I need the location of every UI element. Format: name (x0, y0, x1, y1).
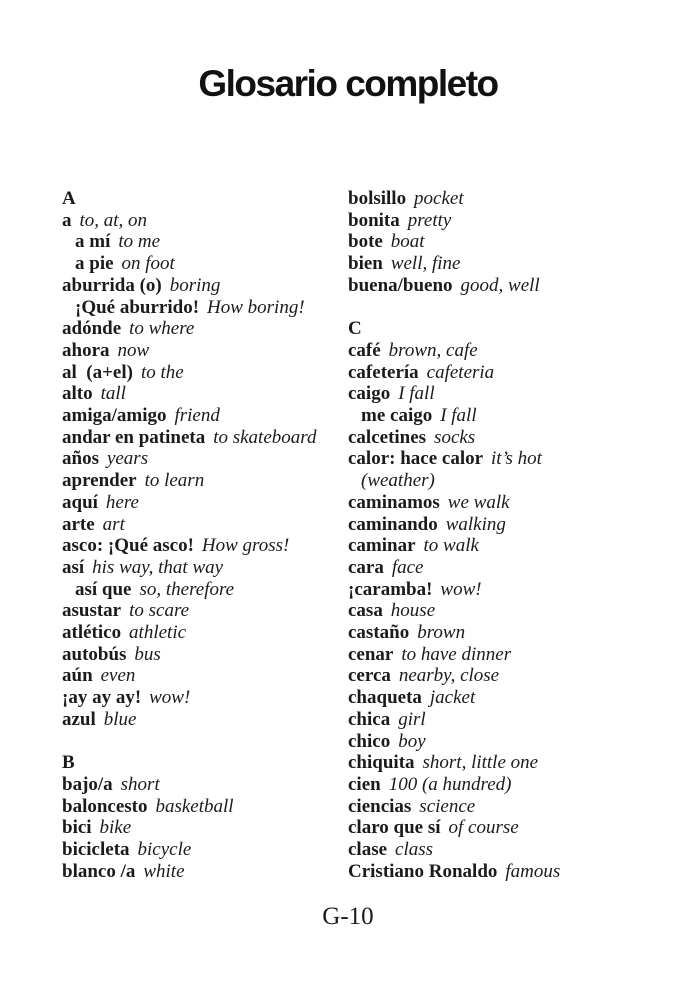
glossary-entry (62, 622, 348, 644)
entry-term: bici (62, 817, 92, 839)
entry-definition: famous (505, 860, 561, 882)
definition-continuation (348, 470, 678, 492)
glossary-entry (62, 535, 348, 557)
glossary-entry (348, 774, 678, 796)
entry-term: cenar (348, 643, 394, 665)
entry-definition: now (117, 339, 150, 361)
entry-term: asustar (62, 600, 122, 622)
entry-definition: good, well (460, 274, 540, 296)
glossary-entry (62, 470, 348, 492)
glossary-entry (62, 774, 348, 796)
entry-definition: here (105, 491, 139, 513)
entry-definition: brown (417, 622, 466, 644)
entry-definition: to have dinner (401, 643, 512, 665)
entry-definition: years (106, 448, 149, 470)
entry-definition: wow! (149, 687, 191, 709)
glossary-entry (62, 383, 348, 405)
entry-term: caigo (348, 383, 391, 405)
glossary-entry (62, 839, 348, 861)
glossary-entry (62, 318, 348, 340)
entry-term: a (62, 209, 72, 231)
entry-definition: (weather) (361, 470, 435, 492)
glossary-entry (348, 427, 678, 449)
entry-term: caminando (348, 513, 438, 535)
entry-definition: we walk (447, 491, 510, 513)
glossary-entry (348, 600, 678, 622)
entry-definition: to the (140, 361, 184, 383)
glossary-entry (348, 362, 678, 384)
glossary-entry (348, 383, 678, 405)
section-header-c (348, 318, 678, 340)
glossary-entry (62, 687, 348, 709)
entry-definition: short, little one (422, 752, 539, 774)
glossary-entry (62, 253, 348, 275)
glossary-entry (348, 448, 678, 470)
glossary-entry (62, 427, 348, 449)
glossary-column-left (62, 188, 348, 882)
page-title: Glosario completo (198, 63, 498, 104)
entry-definition: to skateboard (213, 426, 317, 448)
glossary-entry (62, 644, 348, 666)
glossary-entry (62, 405, 348, 427)
entry-term: cafetería (348, 361, 419, 383)
entry-definition: white (143, 860, 185, 882)
entry-definition: bicycle (137, 839, 192, 861)
entry-definition: well, fine (390, 253, 461, 275)
entry-definition: basketball (155, 795, 234, 817)
entry-definition: pocket (414, 188, 464, 209)
entry-definition: I fall (440, 405, 477, 427)
entry-term: ¡ay ay ay! (62, 687, 142, 709)
entry-term: bolsillo (348, 188, 407, 209)
glossary-entry (348, 275, 678, 297)
glossary-columns (0, 188, 696, 882)
entry-term: me caigo (361, 405, 433, 427)
entry-definition: to me (118, 231, 161, 253)
glossary-entry (348, 752, 678, 774)
glossary-entry (348, 665, 678, 687)
entry-definition: bus (134, 643, 161, 665)
entry-definition: How gross! (201, 535, 290, 557)
glossary-entry (62, 600, 348, 622)
entry-term: autobús (62, 643, 127, 665)
entry-definition: to walk (423, 535, 479, 557)
glossary-entry (62, 210, 348, 232)
glossary-entry (348, 188, 678, 210)
section-header-a (62, 188, 348, 210)
entry-definition: even (100, 665, 136, 687)
glossary-entry (348, 731, 678, 753)
entry-term: ¡Qué aburrido! (75, 296, 200, 318)
glossary-entry (348, 535, 678, 557)
glossary-entry (348, 644, 678, 666)
entry-term: bonita (348, 209, 400, 231)
entry-definition: art (102, 513, 125, 535)
entry-definition: face (391, 556, 424, 578)
glossary-entry (348, 796, 678, 818)
entry-definition: I fall (398, 383, 435, 405)
entry-term: bien (348, 253, 383, 275)
entry-term: castaño (348, 622, 410, 644)
glossary-entry (348, 579, 678, 601)
glossary-entry (62, 796, 348, 818)
glossary-entry (348, 231, 678, 253)
entry-term: arte (62, 513, 95, 535)
glossary-entry (348, 340, 678, 362)
glossary-entry (62, 231, 348, 253)
entry-definition: to where (129, 318, 195, 340)
entry-definition: science (419, 795, 476, 817)
glossary-entry (62, 861, 348, 883)
entry-definition: boring (169, 274, 221, 296)
glossary-entry (348, 405, 678, 427)
entry-definition: his way, that way (92, 556, 224, 578)
entry-term: cerca (348, 665, 391, 687)
entry-term: aún (62, 665, 93, 687)
entry-term: blanco /a (62, 860, 136, 882)
entry-term: a mí (75, 231, 111, 253)
glossary-entry (62, 817, 348, 839)
glossary-column-right (348, 188, 678, 882)
glossary-entry (62, 557, 348, 579)
entry-term: andar en patineta (62, 426, 206, 448)
entry-term: calor: hace calor (348, 448, 484, 470)
entry-term: aprender (62, 470, 137, 492)
section-letter: A (62, 188, 76, 209)
entry-definition: it’s hot (491, 448, 542, 470)
glossary-entry (348, 709, 678, 731)
glossary-entry (348, 839, 678, 861)
entry-term: azul (62, 708, 96, 730)
entry-definition: bike (99, 817, 132, 839)
entry-term: cara (348, 556, 384, 578)
glossary-entry (62, 665, 348, 687)
entry-term: chico (348, 730, 391, 752)
entry-definition: jacket (429, 687, 476, 709)
entry-definition: socks (434, 426, 476, 448)
entry-term: amiga/amigo (62, 405, 167, 427)
entry-term: aquí (62, 491, 98, 513)
entry-term: así que (75, 578, 132, 600)
entry-term: bote (348, 231, 383, 253)
entry-definition: friend (174, 405, 220, 427)
entry-term: Cristiano Ronaldo (348, 860, 498, 882)
entry-term: buena/bueno (348, 274, 453, 296)
glossary-entry (62, 709, 348, 731)
entry-term: así (62, 556, 85, 578)
entry-term: casa (348, 600, 383, 622)
entry-definition: to, at, on (79, 209, 148, 231)
entry-term: atlético (62, 622, 122, 644)
section-header-b (62, 752, 348, 774)
entry-definition: How boring! (207, 296, 305, 318)
entry-definition: to learn (144, 470, 205, 492)
entry-term: asco: ¡Qué asco! (62, 535, 194, 557)
glossary-entry (348, 210, 678, 232)
entry-definition: athletic (129, 622, 187, 644)
entry-term: chaqueta (348, 687, 422, 709)
entry-definition: brown, cafe (388, 339, 478, 361)
entry-definition: class (395, 839, 434, 861)
entry-term: bicicleta (62, 839, 130, 861)
entry-term: aburrida (o) (62, 274, 162, 296)
entry-definition: house (390, 600, 436, 622)
entry-definition: walking (445, 513, 506, 535)
glossary-entry (62, 340, 348, 362)
glossary-entry (62, 362, 348, 384)
entry-definition: nearby, close (398, 665, 500, 687)
entry-term: adónde (62, 318, 122, 340)
glossary-entry (348, 622, 678, 644)
entry-definition: blue (103, 708, 137, 730)
entry-term: chica (348, 708, 391, 730)
entry-term: calcetines (348, 426, 427, 448)
entry-term: ¡caramba! (348, 578, 433, 600)
entry-term: ciencias (348, 795, 412, 817)
entry-term: claro que sí (348, 817, 441, 839)
glossary-entry (62, 448, 348, 470)
entry-definition: of course (448, 817, 519, 839)
entry-definition: tall (100, 383, 126, 405)
glossary-entry (348, 492, 678, 514)
entry-term: chiquita (348, 752, 415, 774)
glossary-entry (348, 514, 678, 536)
entry-term: al (a+el) (62, 361, 133, 383)
glossary-entry (62, 275, 348, 297)
entry-term: caminamos (348, 491, 440, 513)
entry-definition: on foot (121, 253, 175, 275)
entry-definition: 100 (a hundred) (388, 773, 512, 795)
glossary-entry (348, 861, 678, 883)
entry-definition: wow! (440, 578, 482, 600)
entry-definition: girl (398, 708, 426, 730)
entry-term: a pie (75, 253, 114, 275)
entry-term: bajo/a (62, 773, 113, 795)
entry-definition: short (120, 773, 160, 795)
glossary-entry (348, 817, 678, 839)
entry-term: cien (348, 773, 381, 795)
glossary-entry (348, 687, 678, 709)
entry-term: baloncesto (62, 795, 148, 817)
glossary-entry (348, 253, 678, 275)
entry-term: años (62, 448, 99, 470)
entry-definition: boy (398, 730, 426, 752)
entry-term: caminar (348, 535, 416, 557)
glossary-entry (62, 297, 348, 319)
glossary-entry (62, 579, 348, 601)
page-number: G-10 (322, 903, 374, 930)
entry-definition: so, therefore (139, 578, 235, 600)
entry-term: alto (62, 383, 93, 405)
entry-term: clase (348, 839, 388, 861)
entry-definition: to scare (129, 600, 190, 622)
glossary-entry (62, 514, 348, 536)
entry-term: ahora (62, 339, 110, 361)
section-letter: B (62, 752, 75, 774)
section-letter: C (348, 318, 362, 340)
entry-definition: cafeteria (426, 361, 495, 383)
entry-definition: boat (390, 231, 425, 253)
glossary-entry (62, 492, 348, 514)
entry-term: café (348, 339, 381, 361)
glossary-entry (348, 557, 678, 579)
entry-definition: pretty (407, 209, 452, 231)
